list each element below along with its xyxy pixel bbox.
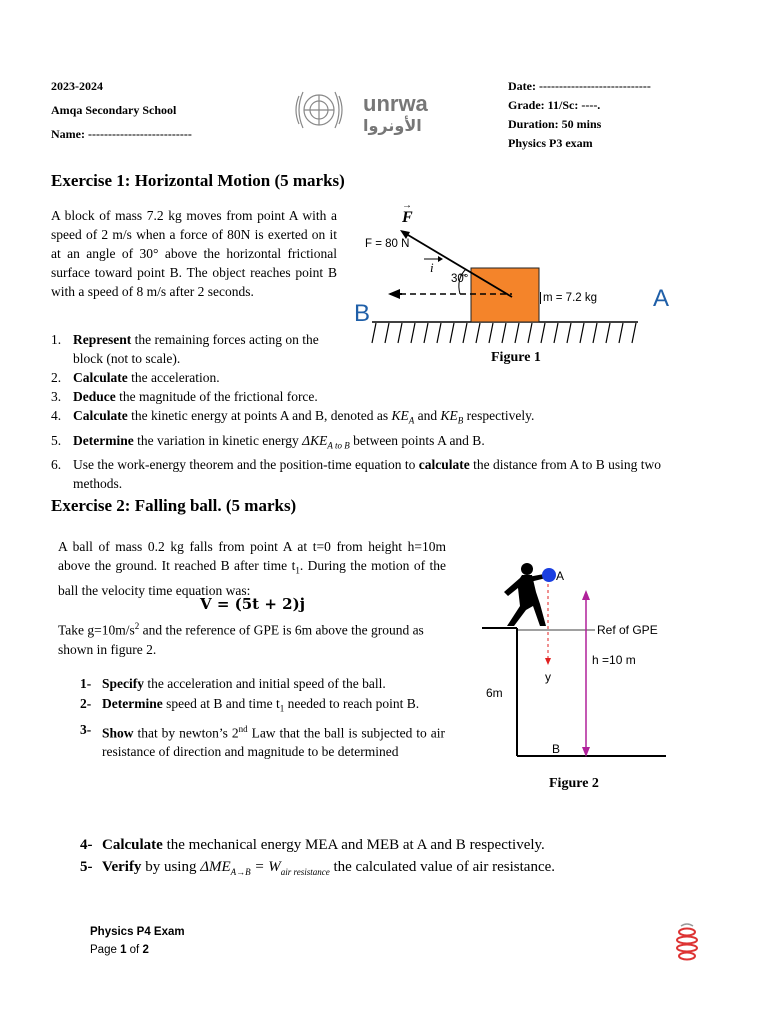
figure1-diagram [350, 200, 680, 350]
exercise2-questions-b [80, 834, 720, 883]
six-meter-label: 6m [486, 686, 503, 700]
exercise1-title: Exercise 1: Horizontal Motion (5 marks) [51, 171, 345, 190]
logo-text-en: unrwa [363, 91, 428, 116]
exam-name: Physics P3 exam [508, 136, 593, 150]
ex2-question-5: 5- Verify by using $\Delta ME_{A\to B} = W_{air resistance}$ the calculated value of air resistance. [80, 859, 556, 877]
figure2-diagram [470, 562, 670, 767]
duration-field: Duration: 50 mins [508, 117, 602, 131]
date-field: Date: ---------------------------- [508, 79, 651, 93]
ex1-question-2: 2. Calculate the acceleration. [51, 370, 220, 385]
ex1-question-4: 4. Calculate the kinetic energy at points A and B, denoted as $KE_A$ and $KE_B$ respectively. [51, 408, 535, 426]
spring-logo-icon [672, 922, 702, 966]
fig2-point-B: B [552, 742, 561, 756]
mass-label: m = 7.2 kg [540, 292, 597, 304]
ex1-question-1: 1. Represent the remaining forces acting on the block (not to scale). [51, 332, 319, 366]
exercise2-intro2: Take $g=10m/s^2$ and the reference of GPE is 6m above the ground as shown in figure 2. [58, 621, 424, 657]
name-field: Name: -------------------------- [51, 127, 192, 141]
footer-exam-name: Physics P4 Exam [90, 926, 185, 938]
exercise2-questions-a [80, 674, 445, 761]
point-A-label: A [653, 285, 670, 312]
figure2-caption: Figure 2 [549, 776, 599, 791]
height-label: h =10 m [592, 653, 636, 667]
school-year: 2023-2024 [51, 79, 103, 93]
exercise2-intro: A ball of mass 0.2 kg falls from point A at t=0 from height h=10m above the ground. It reached B after time $t_1$. During the motion of the ball the velocity time equation was: [58, 539, 446, 598]
exercise1-intro: A block of mass 7.2 kg moves from point A with a speed of 2 m/s when a force of 80N is exerted on it at an angle of 30° above the horizontal frictional surface toward point B. The object reaches point B with a speed of 8 m/s after 2 seconds. [51, 208, 337, 299]
ex2-question-2: 2- Determine speed at B and time $t_1$ needed to reach point B. [80, 696, 420, 714]
ex1-question-6: 6. Use the work-energy theorem and the position-time equation to calculate the distance from A to B using two methods. [51, 457, 662, 492]
point-B-label: B [354, 300, 371, 327]
footer-page-number: Page 1 of 2 [90, 944, 149, 956]
grade-field: Grade: 11/Sc: ----. [508, 98, 601, 112]
y-axis-label: y [545, 670, 551, 684]
logo-text-ar: الأونروا [363, 116, 422, 135]
ex2-question-1: 1- Specify the acceleration and initial speed of the ball. [80, 676, 386, 691]
force-vector-label: → F [402, 200, 413, 226]
school-name: Amqa Secondary School [51, 103, 177, 117]
ex1-question-3: 3. Deduce the magnitude of the frictional force. [51, 389, 318, 404]
fig2-point-A: A [556, 569, 565, 583]
velocity-equation: V = (5t + 2)j [200, 595, 306, 613]
ex2-question-4: 4- Calculate the mechanical energy MEA and MEB at A and B respectively. [80, 837, 545, 853]
unrwa-logo [285, 84, 445, 136]
force-value-label: F = 80 N [365, 238, 410, 250]
ref-gpe-label: Ref of GPE [597, 623, 658, 637]
angle-label: 30° [451, 273, 469, 285]
ex2-question-3: 3- Show that by newton’s 2nd Law that the ball is subjected to air resistance of direction and magnitude to be determined [80, 721, 445, 760]
exercise2-title: Exercise 2: Falling ball. (5 marks) [51, 496, 297, 515]
ex1-question-5: 5. Determine the variation in kinetic energy $\Delta KE_{A to B}$ between points A and B. [51, 432, 485, 451]
figure1-caption: Figure 1 [491, 350, 541, 365]
exercise1-questions [51, 330, 691, 493]
unit-vector-i: i [430, 260, 434, 275]
